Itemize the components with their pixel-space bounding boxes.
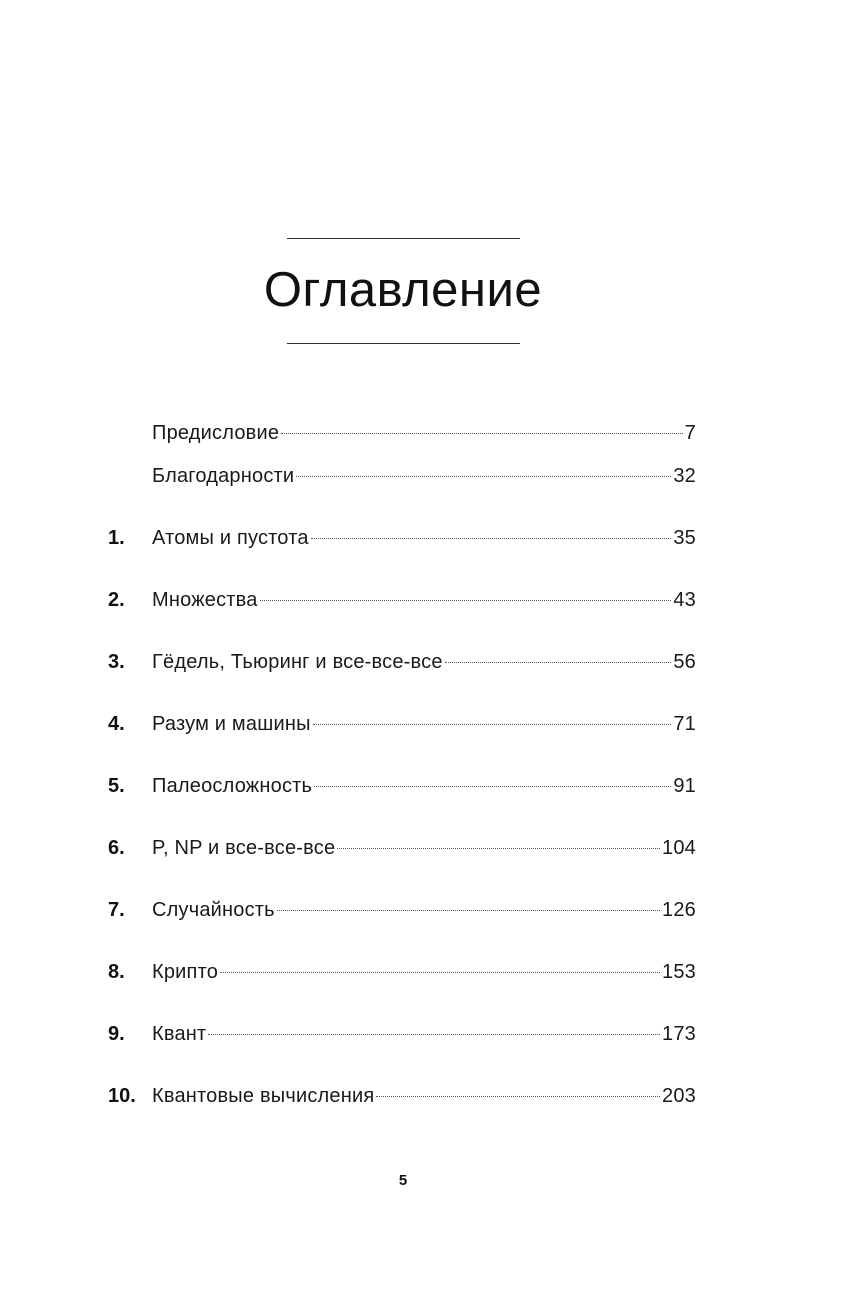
toc-entry-page: 104 bbox=[662, 837, 696, 859]
toc-entry-title: Квант bbox=[152, 1023, 207, 1045]
page-title: Оглавление bbox=[263, 263, 543, 317]
toc-entry-number: 4. bbox=[108, 713, 125, 735]
toc-entry bbox=[108, 1021, 696, 1047]
toc-leader-dots bbox=[376, 1096, 660, 1097]
toc-leader-dots bbox=[313, 724, 672, 725]
toc-leader-dots bbox=[337, 848, 660, 849]
toc-entry bbox=[108, 420, 696, 446]
toc-entry bbox=[108, 959, 696, 985]
toc-entry-page: 7 bbox=[684, 422, 696, 444]
toc-entry-number: 3. bbox=[108, 651, 125, 673]
toc-entry bbox=[108, 835, 696, 861]
toc-leader-dots bbox=[296, 476, 671, 477]
toc-entry-title: Крипто bbox=[152, 961, 219, 983]
toc-leader-dots bbox=[311, 538, 672, 539]
toc-entry-page: 126 bbox=[662, 899, 696, 921]
toc-entry-title: P, NP и все-все-все bbox=[152, 837, 336, 859]
toc-entry-page: 56 bbox=[673, 651, 696, 673]
toc-entry-page: 153 bbox=[662, 961, 696, 983]
toc-entry bbox=[108, 1083, 696, 1109]
toc-entry-number: 10. bbox=[108, 1085, 136, 1107]
toc-entry-title: Гёдель, Тьюринг и все-все-все bbox=[152, 651, 443, 673]
toc-entry-page: 35 bbox=[673, 527, 696, 549]
toc-entry-title: Благодарности bbox=[152, 465, 295, 487]
toc-leader-dots bbox=[445, 662, 672, 663]
toc-entry-title: Атомы и пустота bbox=[152, 527, 309, 549]
toc-entry-number: 2. bbox=[108, 589, 125, 611]
bottom-divider bbox=[287, 343, 520, 344]
toc-entry-page: 203 bbox=[662, 1085, 696, 1107]
top-divider bbox=[287, 238, 520, 239]
toc-entry-number: 5. bbox=[108, 775, 125, 797]
toc-entry-number: 7. bbox=[108, 899, 125, 921]
toc-leader-dots bbox=[220, 972, 660, 973]
page-number: 5 bbox=[398, 1172, 408, 1189]
toc-leader-dots bbox=[281, 433, 683, 434]
toc-entry-title: Множества bbox=[152, 589, 258, 611]
toc-entry bbox=[108, 463, 696, 489]
toc-entry-number: 6. bbox=[108, 837, 125, 859]
toc-entry bbox=[108, 897, 696, 923]
toc-entry-title: Квантовые вычисления bbox=[152, 1085, 375, 1107]
toc-entry-page: 32 bbox=[673, 465, 696, 487]
toc-entry bbox=[108, 587, 696, 613]
toc-leader-dots bbox=[208, 1034, 660, 1035]
toc-leader-dots bbox=[314, 786, 671, 787]
toc-entry bbox=[108, 711, 696, 737]
toc-entry bbox=[108, 773, 696, 799]
toc-entry-number: 1. bbox=[108, 527, 125, 549]
toc-entry-number: 9. bbox=[108, 1023, 125, 1045]
toc-entry-page: 71 bbox=[673, 713, 696, 735]
toc-entry-title: Предисловие bbox=[152, 422, 280, 444]
toc-leader-dots bbox=[277, 910, 660, 911]
toc-entry-page: 173 bbox=[662, 1023, 696, 1045]
toc-entry-number: 8. bbox=[108, 961, 125, 983]
toc-entry-title: Случайность bbox=[152, 899, 275, 921]
toc-entry-title: Разум и машины bbox=[152, 713, 311, 735]
toc-entry bbox=[108, 525, 696, 551]
toc-entry-page: 91 bbox=[673, 775, 696, 797]
toc-entry-title: Палеосложность bbox=[152, 775, 313, 797]
toc-entry bbox=[108, 649, 696, 675]
toc-entry-page: 43 bbox=[673, 589, 696, 611]
toc-leader-dots bbox=[260, 600, 672, 601]
